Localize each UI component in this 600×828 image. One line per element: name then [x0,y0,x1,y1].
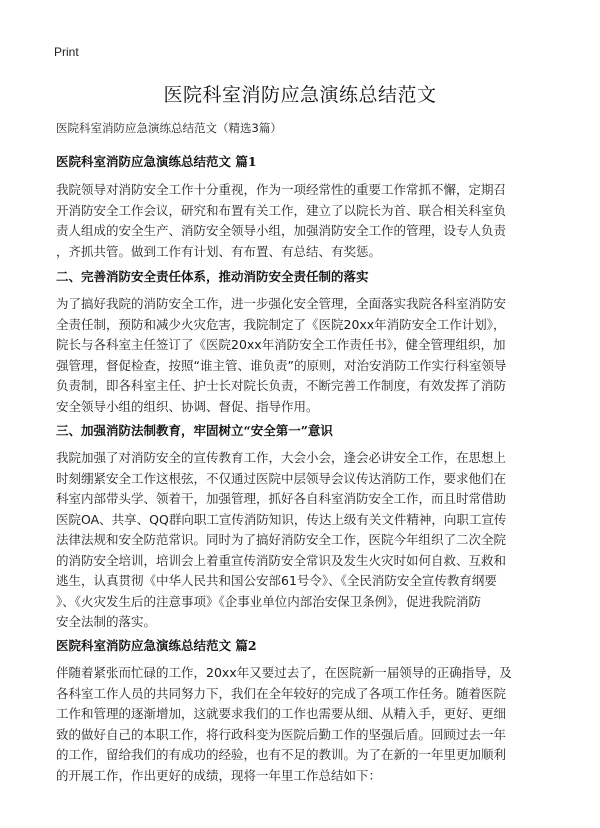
section-heading-1: 医院科室消防应急演练总结范文 篇1 [56,154,257,169]
paragraph-line: 工作和管理的逐渐增加，这就要求我们的工作也需要从细、从精入手，更好、更细 [56,706,507,721]
paragraph-line: 开消防安全工作会议，研究和布置有关工作，建立了以院长为首、联合相关科室负 [56,202,507,218]
paragraph-2 [56,294,548,417]
section-heading-3: 三、加强消防法制教育，牢固树立“安全第一”意识 [56,423,333,438]
paragraph-line: 致的做好自己的本职工作，将行政科变为医院后勤工作的坚强后盾。回顾过去一年 [56,726,507,742]
document-subtitle: 医院科室消防应急演练总结范文（精选3篇） [56,121,282,135]
paragraph-line: 负责制，即各科室主任、护士长对院长负责，不断完善工作制度，有效发挥了消防 [56,378,507,393]
section-heading-2: 二、完善消防安全责任体系，推动消防安全责任制的落实 [56,269,369,284]
paragraph-line: 科室内部带头学、领着干，加强管理，抓好各自科室消防安全工作，而且时常借助 [56,491,507,506]
paragraph-line: 我院领导对消防安全工作十分重视，作为一项经常性的重要工作常抓不懈，定期召 [56,182,507,197]
paragraph-4 [56,663,548,786]
paragraph-line: 的工作，留给我们的有成功的经验，也有不足的教训。为了在新的一年里更加顺利 [56,747,507,762]
paragraph-line: 》、《火灾发生后的注意事项》《企事业单位内部治安保卫条例》，促进我院消防 [56,593,482,609]
paragraph-line: 我院加强了对消防安全的宣传教育工作，大会小会，逢会必讲安全工作，在思想上 [56,450,507,465]
paragraph-line: 院长与各科室主任签订了《医院20xx年消防安全工作责任书》，健全管理组织，加 [56,337,506,352]
paragraph-line: 的消防安全培训，培训会上着重宣传消防安全常识及发生火灾时如何自救、互救和 [56,552,507,568]
paragraph-line: 各科室工作人员的共同努力下，我们在全年较好的完成了各项工作任务。随着医院 [56,685,507,701]
paragraph-3 [56,448,548,633]
paragraph-line: 的开展工作，作出更好的成绩，现将一年里工作总结如下： [56,767,382,783]
paragraph-line: 逃生，认真贯彻《中华人民共和国公安部61号令》、《全民消防安全宣传教育纲要 [56,573,497,588]
paragraph-line: 为了搞好我院的消防安全工作，进一步强化安全管理，全面落实我院各科室消防安 [56,296,507,311]
paragraph-line: 时刻绷紧安全工作这根弦，不仅通过医院中层领导会议传达消防工作，要求他们在 [56,470,507,486]
paragraph-line: 伴随着紧张而忙碌的工作，20xx年又要过去了，在医院新一届领导的正确指导，及 [56,665,512,680]
paragraph-line: 法律法规和安全防范常识。同时为了搞好消防安全工作，医院今年组织了二次全院 [56,532,507,547]
paragraph-line: 强管理，督促检查，按照“谁主管、谁负责”的原则，对治安消防工作实行科室领导 [56,357,507,373]
paragraph-line: ，齐抓共管。做到工作有计划、有布置、有总结、有奖惩。 [56,243,382,259]
paragraph-1 [56,180,548,262]
paragraph-line: 全责任制，预防和减少火灾危害，我院制定了《医院20xx年消防安全工作计划》， [56,316,506,332]
print-link[interactable]: Print [54,45,79,59]
section-heading-4: 医院科室消防应急演练总结范文 篇2 [56,638,257,653]
paragraph-line: 安全法制的落实。 [56,614,157,629]
paragraph-line: 安全领导小组的组织、协调、督促、指导作用。 [56,398,319,414]
page-title: 医院科室消防应急演练总结范文 [163,84,437,106]
paragraph-line: 责人组成的安全生产、消防安全领导小组，加强消防安全工作的管理，设专人负责 [56,223,507,238]
paragraph-line: 医院OA、共享、QQ群向职工宣传消防知识，传达上级有关文件精神，向职工宣传 [56,511,507,527]
